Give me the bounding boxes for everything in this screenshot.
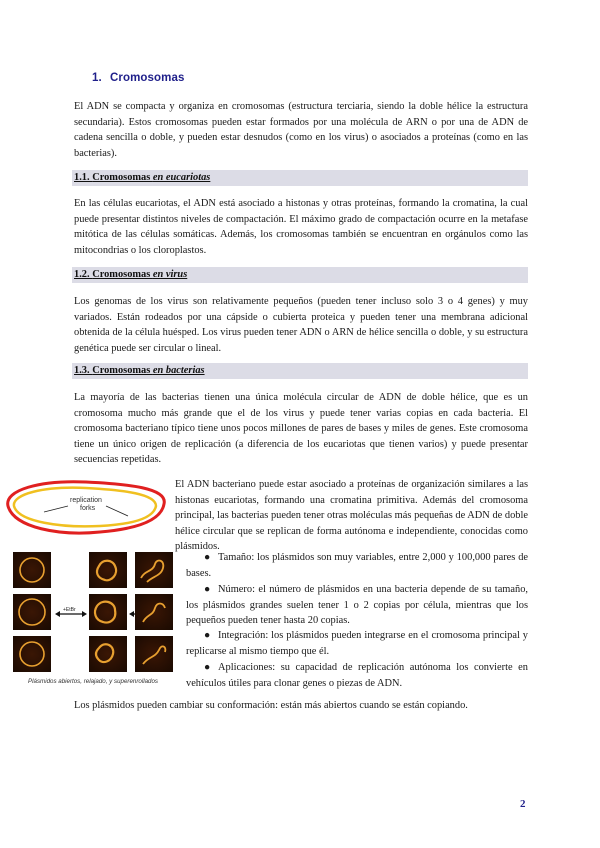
closing-paragraph: Los plásmidos pueden cambiar su conformación: están más abiertos cuando se están copiando. <box>74 700 468 711</box>
open-plasmids-column <box>13 552 51 672</box>
fork-pointer-left <box>44 506 68 512</box>
sub-italic: en eucariotas <box>152 172 211 183</box>
fork-pointer-right <box>106 506 128 516</box>
subheading-virus <box>72 267 528 283</box>
bullet-text: : el número de plásmidos en una bacteria depende de su tamaño, los plásmidos grandes suelen tener 1 o 2 copias por célula, mientras que los pequeños pueden tener hasta 20 copias. <box>186 584 528 627</box>
relaxed-plasmids-column <box>89 552 127 672</box>
micro-image <box>135 636 173 672</box>
eucariotas-paragraph: En las células eucariotas, el ADN está asociado a histonas y otras proteínas, formando la cromatina, la cual puede presentar distintos niveles de compactación. El máximo grado de compactación ocurre en la metafase mitótica de las células somáticas. Además, los cromosomas también se encuentran en orgánulos como las mitocondrias o los cloroplastos. <box>74 198 528 256</box>
bacterias-paragraph: La mayoría de las bacterias tienen una única molécula circular de ADN de doble hélice, que es un cromosoma mucho más grande que el de los virus y puede tener varias copias en cada bacteria. El cromosoma bacteriano típico tiene unos pocos millones de pares de bases y miles de genes. Este cromosoma tiene un único origen de replicación (a diferencia de los eucariotas que tienen varios) y puede presentar secuencias repetidas. <box>74 392 528 466</box>
bullet-dot: ● <box>204 584 211 595</box>
bullet-text: : su capacidad de replicación autónoma los convierte en vehículos útiles para clonar genes o piezas de ADN. <box>186 662 528 689</box>
heading-title: Cromosomas <box>110 72 185 84</box>
bullet-text: : los plásmidos pueden integrarse en el cromosoma principal y replicarse al mismo tiempo que él. <box>186 630 528 657</box>
fork-label-1: replication <box>70 497 102 504</box>
sub-prefix: 1.3. <box>74 365 93 376</box>
heading-number: 1. <box>92 72 102 84</box>
micro-image <box>89 636 127 672</box>
plasmid-intro-paragraph: El ADN bacteriano puede estar asociado a proteínas de organización similares a las histonas eucariotas, formando una cromatina primitiva. Además del cromosoma principal, las bacterias pueden tener otras moléculas más pequeñas de ADN de doble hélice circular que se replican de forma autónoma e independiente, conocidas como plásmidos. <box>175 479 528 553</box>
virus-paragraph: Los genomas de los virus son relativamente pequeños (pueden tener incluso solo 3 o 4 genes) y muy variados. Están rodeados por una cápside o cubierta proteica y pueden tener una membrana adicional obtenida de la célula huésped. Los virus pueden tener ADN o ARN de hélice sencilla o doble, y su estructura genética puede ser circular o lineal. <box>74 296 528 354</box>
bullet-term: Aplicaciones <box>218 662 273 673</box>
bullet-size <box>186 550 528 581</box>
page-number: 2 <box>520 798 526 810</box>
supercoiled-plasmids-column <box>135 552 173 672</box>
bullet-dot: ● <box>204 552 211 563</box>
subheading-eucariotas <box>72 170 528 186</box>
micro-image <box>135 552 173 588</box>
bullet-text: : los plásmidos son muy variables, entre 2,000 y 100,000 pares de bases. <box>186 552 528 579</box>
sub-main: Cromosomas <box>92 269 153 280</box>
bullet-number <box>186 582 528 629</box>
bullet-dot: ● <box>204 662 211 673</box>
sub-prefix: 1.2. <box>74 269 93 280</box>
sub-italic: en virus <box>152 269 188 280</box>
figure-caption: Plásmidos abiertos, relajado, y superenrollados <box>28 678 159 685</box>
sub-main: Cromosomas <box>92 172 153 183</box>
sub-prefix: 1.1. <box>74 172 93 183</box>
subheading-bacterias <box>72 363 528 379</box>
bullet-integration <box>186 628 528 659</box>
bullet-term: Número <box>218 584 253 595</box>
micro-image <box>89 552 127 588</box>
bullet-applications <box>186 660 528 691</box>
bullet-term: Integración <box>218 630 266 641</box>
intro-paragraph: El ADN se compacta y organiza en cromosomas (estructura terciaria, siendo la doble hélice la estructura secundaria). Estos cromosomas pueden estar formados por una molécula de ARN o por una de ADN de cadena sencilla o doble, y pueden estar desnudos (como en los virus) o asociados a proteínas (como en las bacterias). <box>74 101 528 159</box>
bullet-dot: ● <box>204 630 211 641</box>
bullet-term: Tamaño <box>218 552 252 563</box>
fork-label-2: forks <box>80 505 96 512</box>
plasmid-microscopy-grid <box>13 552 174 674</box>
sub-italic: en bacterias <box>152 365 205 376</box>
sub-main: Cromosomas <box>92 365 153 376</box>
arrow-label-left: +EtBr <box>63 607 76 613</box>
section-heading <box>92 72 185 84</box>
replication-forks-diagram <box>0 476 172 540</box>
